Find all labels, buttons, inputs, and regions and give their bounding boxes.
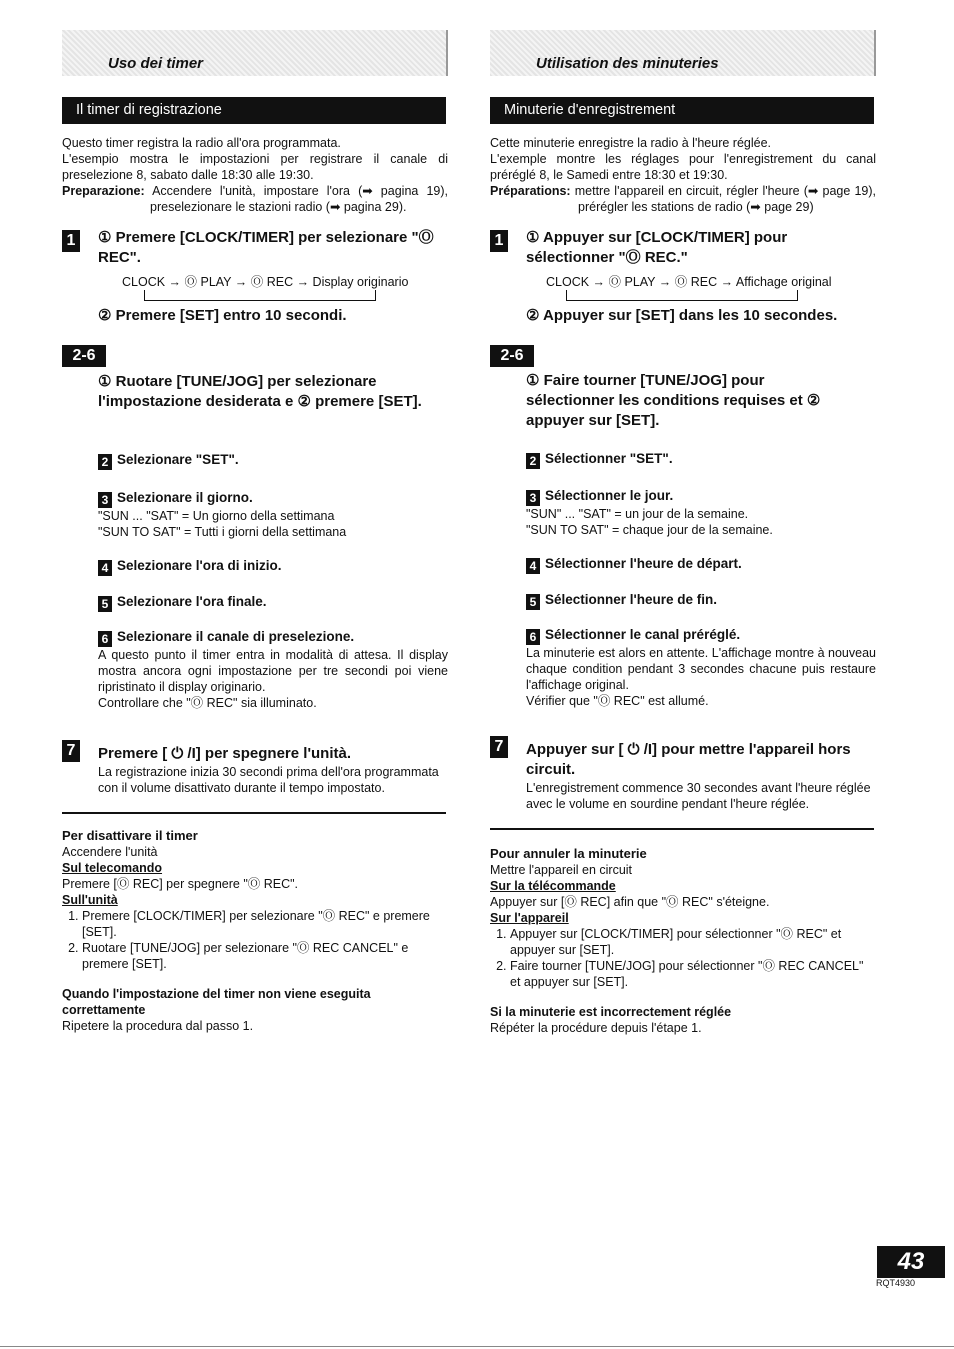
preparation-text: Accendere l'unità, impostare l'ora (➡ pagina 19), preselezionare le stazioni radio (➡ pagina 29). xyxy=(150,184,448,214)
step-number: 1 xyxy=(490,230,508,252)
step-7-text: La registrazione inizia 30 secondi prima dell'ora programmata con il volume disattivato durante il tempo impostato. xyxy=(98,765,439,795)
step-7 xyxy=(490,736,876,812)
day-option-2: "SUN TO SAT" = chaque jour de la semaine. xyxy=(526,523,773,537)
substep-number: 6 xyxy=(98,631,112,647)
step-number: 2-6 xyxy=(62,345,106,367)
step-2-6-instruction: ① Faire tourner [TUNE/JOG] pour sélectionner les conditions requises et ② appuyer sur [SET]. xyxy=(526,372,821,429)
step-number: 2-6 xyxy=(490,345,534,367)
remote-title: Sur la télécommande xyxy=(490,879,616,893)
divider xyxy=(62,812,446,814)
flow-loop-bracket xyxy=(566,290,798,301)
step-2-6 xyxy=(490,345,876,367)
substep-3 xyxy=(98,489,448,540)
substep-6-check: Vérifier que "Ⓞ REC" est allumé. xyxy=(526,694,709,708)
unit-title: Sull'unità xyxy=(62,893,118,907)
substep-title: Sélectionner "SET". xyxy=(545,451,673,466)
substep-number: 2 xyxy=(526,453,540,469)
step-2-6 xyxy=(62,345,448,367)
step-number: 7 xyxy=(490,736,508,758)
intro-line-2: L'esempio mostra le impostazioni per registrare il canale di preselezione 8, sabato dalle 18:30 alle 19:30. xyxy=(62,152,448,182)
wrong-setting-text: Ripetere la procedura dal passo 1. xyxy=(62,1019,254,1033)
preparation xyxy=(62,183,448,215)
substep-number: 5 xyxy=(98,596,112,612)
wrong-setting-text: Répéter la procédure depuis l'étape 1. xyxy=(490,1021,702,1035)
step-1-instruction: ① Premere [CLOCK/TIMER] per selezionare "Ⓞ REC". xyxy=(98,229,434,266)
substep-4 xyxy=(526,555,876,574)
preparation-label: Préparations: xyxy=(490,184,571,198)
step-1-set: ② Premere [SET] entro 10 secondi. xyxy=(98,307,347,324)
substep-title: Selezionare il giorno. xyxy=(117,490,253,505)
substep-title: Sélectionner le canal préréglé. xyxy=(545,627,741,642)
step-7 xyxy=(62,740,448,796)
substep-number: 4 xyxy=(526,558,540,574)
substep-number: 2 xyxy=(98,454,112,470)
cancel-title: Per disattivare il timer xyxy=(62,828,198,843)
unit-step-2: 2. Faire tourner [TUNE/JOG] pour sélectionner "Ⓞ REC CANCEL" et appuyer sur [SET]. xyxy=(510,958,876,990)
cancel-line: Accendere l'unità xyxy=(62,845,158,859)
substep-5 xyxy=(526,591,876,610)
document-code: RQT4930 xyxy=(876,1278,916,1288)
day-option-1: "SUN ... "SAT" = Un giorno della settimana xyxy=(98,509,335,523)
substep-number: 3 xyxy=(98,492,112,508)
day-option-2: "SUN TO SAT" = Tutti i giorni della settimana xyxy=(98,525,347,539)
substep-number: 5 xyxy=(526,594,540,610)
step-1-flow: CLOCK → Ⓞ PLAY → Ⓞ REC → Display originario xyxy=(122,275,409,289)
section-header xyxy=(62,30,448,76)
step-7-instruction: Premere [ ⏻ /I] per spegnere l'unità. xyxy=(98,745,352,762)
unit-step-1: 1. Premere [CLOCK/TIMER] per selezionare "Ⓞ REC" e premere [SET]. xyxy=(82,908,448,940)
section-header-title: Uso dei timer xyxy=(108,55,204,72)
substep-title: Selezionare "SET". xyxy=(117,452,239,467)
unit-title: Sur l'appareil xyxy=(490,911,569,925)
day-option-1: "SUN" ... "SAT" = un jour de la semaine. xyxy=(526,507,749,521)
bottom-rule xyxy=(0,1346,954,1347)
step-7-instruction: Appuyer sur [ ⏻ /I] pour mettre l'appareil hors circuit. xyxy=(526,741,851,778)
step-1-instruction: ① Appuyer sur [CLOCK/TIMER] pour sélectionner "Ⓞ REC." xyxy=(526,229,788,266)
cancel-section xyxy=(62,828,448,1034)
substep-6 xyxy=(98,628,448,711)
unit-steps xyxy=(490,926,876,990)
unit-step-2: 2. Ruotare [TUNE/JOG] per selezionare "Ⓞ REC CANCEL" e premere [SET]. xyxy=(82,940,448,972)
substep-6-text: A questo punto il timer entra in modalità di attesa. Il display mostra ancora ogni impostazione per tre secondi poi viene ripristinato il display originario. xyxy=(98,648,448,694)
unit-steps xyxy=(62,908,448,972)
substep-title: Sélectionner l'heure de fin. xyxy=(545,592,717,607)
substep-3 xyxy=(526,487,876,538)
substep-6-check: Controllare che "Ⓞ REC" sia illuminato. xyxy=(98,696,317,710)
remote-text: Appuyer sur [Ⓞ REC] afin que "Ⓞ REC" s'éteigne. xyxy=(490,895,770,909)
step-number: 1 xyxy=(62,230,80,252)
preparation xyxy=(490,183,876,215)
substep-5 xyxy=(98,593,448,612)
substep-2 xyxy=(526,450,876,469)
step-number: 7 xyxy=(62,740,80,762)
preparation-label: Preparazione: xyxy=(62,184,145,198)
substep-number: 3 xyxy=(526,490,540,506)
intro-line-1: Questo timer registra la radio all'ora programmata. xyxy=(62,136,341,150)
cancel-title: Pour annuler la minuterie xyxy=(490,846,647,861)
intro xyxy=(490,135,876,215)
substep-2 xyxy=(98,451,448,470)
wrong-setting-title: Quando l'impostazione del timer non viene eseguita correttamente xyxy=(62,987,371,1017)
substep-number: 4 xyxy=(98,560,112,576)
intro-line-1: Cette minuterie enregistre la radio à l'heure réglée. xyxy=(490,136,772,150)
remote-text: Premere [Ⓞ REC] per spegnere "Ⓞ REC". xyxy=(62,877,299,891)
section-header xyxy=(490,30,876,76)
step-7-text: L'enregistrement commence 30 secondes avant l'heure réglée avec le volume en sourdine pendant l'heure réglée. xyxy=(526,781,871,811)
unit-step-1: 1. Appuyer sur [CLOCK/TIMER] pour sélectionner "Ⓞ REC" et appuyer sur [SET]. xyxy=(510,926,876,958)
flow-loop-bracket xyxy=(144,290,376,301)
intro-line-2: L'exemple montre les réglages pour l'enregistrement du canal préréglé 8, le Samedi entre 18:30 et 19:30. xyxy=(490,152,876,182)
substep-4 xyxy=(98,557,448,576)
substep-title: Selezionare l'ora finale. xyxy=(117,594,267,609)
substep-title: Sélectionner l'heure de départ. xyxy=(545,556,742,571)
substep-6-text: La minuterie est alors en attente. L'affichage montre à nouveau chaque condition pendant 3 secondes chacune puis restaure l'affichage original. xyxy=(526,646,876,692)
divider xyxy=(490,828,874,830)
wrong-setting-title: Si la minuterie est incorrectement réglée xyxy=(490,1005,732,1019)
intro xyxy=(62,135,448,215)
step-1 xyxy=(62,228,448,326)
cancel-line: Mettre l'appareil en circuit xyxy=(490,863,633,877)
substep-number: 6 xyxy=(526,629,540,645)
step-1-set: ② Appuyer sur [SET] dans les 10 secondes. xyxy=(526,307,838,324)
section-header-title: Utilisation des minuteries xyxy=(536,55,719,72)
substep-title: Sélectionner le jour. xyxy=(545,488,674,503)
substep-title: Selezionare il canale di preselezione. xyxy=(117,629,355,644)
remote-title: Sul telecomando xyxy=(62,861,163,875)
cancel-section xyxy=(490,846,876,1036)
preparation-text: mettre l'appareil en circuit, régler l'heure (➡ page 19), prérégler les stations de radio (➡ page 29) xyxy=(574,184,876,214)
step-1 xyxy=(490,228,876,326)
section-title-bar: Il timer di registrazione xyxy=(62,97,446,124)
page-number: 43 xyxy=(877,1246,945,1278)
step-2-6-instruction: ① Ruotare [TUNE/JOG] per selezionare l'impostazione desiderata e ② premere [SET]. xyxy=(98,373,422,410)
substep-6 xyxy=(526,626,876,709)
section-title-bar: Minuterie d'enregistrement xyxy=(490,97,874,124)
step-1-flow: CLOCK → Ⓞ PLAY → Ⓞ REC → Affichage original xyxy=(546,275,832,289)
substep-title: Selezionare l'ora di inizio. xyxy=(117,558,282,573)
